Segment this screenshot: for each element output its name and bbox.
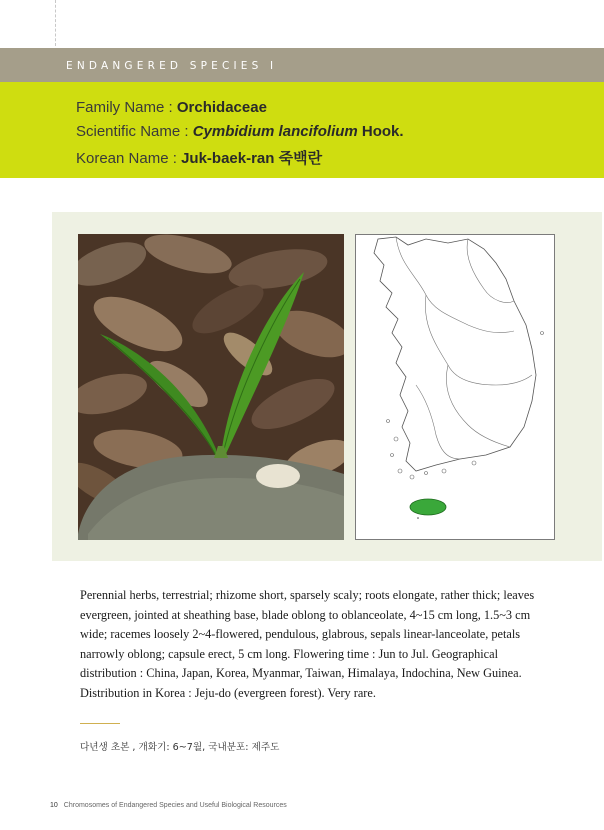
section-banner [0,48,604,82]
family-label: Family Name : [76,99,177,116]
page-number: 10 [50,802,58,809]
distribution-map [355,234,555,540]
section-label: ENDANGERED SPECIES I [66,60,278,72]
scientific-label: Scientific Name : [76,123,193,140]
korean-label: Korean Name : [76,150,182,167]
scientific-author: Hook. [357,123,404,140]
korea-distribution-map-icon [356,235,554,539]
top-dashed-line [55,0,56,46]
species-description: Perennial herbs, terrestrial; rhizome short, sparsely scaly; roots elongate, rather thick; leaves evergreen, jointed at sheathing base, blade oblong to oblanceolate, 4~15 cm long, 1.5~3 cm wide; racemes loosely 2~4-flowered, pendulous, glabrous, sepals linear-lanceolate, petals narrowly oblong; capsule erect, 5 cm long. Flowering time : Jun to Jul. Geographical distribution : China, Japan, Korea, Myanmar, Taiwan, Himalaya, Indochina, New Guinea. Distribution in Korea : Jeju-do (evergreen forest). Very rare. [80,588,535,700]
family-name-line [76,99,267,116]
korean-summary: 다년생 초본 , 개화기: 6~7월, 국내분포: 제주도 [80,742,280,753]
plant-photo [78,234,344,540]
book-title: Chromosomes of Endangered Species and Useful Biological Resources [63,802,287,809]
page-footer [50,802,287,809]
korean-value: Juk-baek-ran 죽백란 [181,150,323,167]
family-value: Orchidaceae [176,99,267,116]
korean-name-line [76,147,322,168]
plant-photo-icon [78,234,344,540]
scientific-name-line [76,123,404,140]
divider-rule [80,723,120,724]
scientific-name: Cymbidium lancifolium [192,123,358,140]
